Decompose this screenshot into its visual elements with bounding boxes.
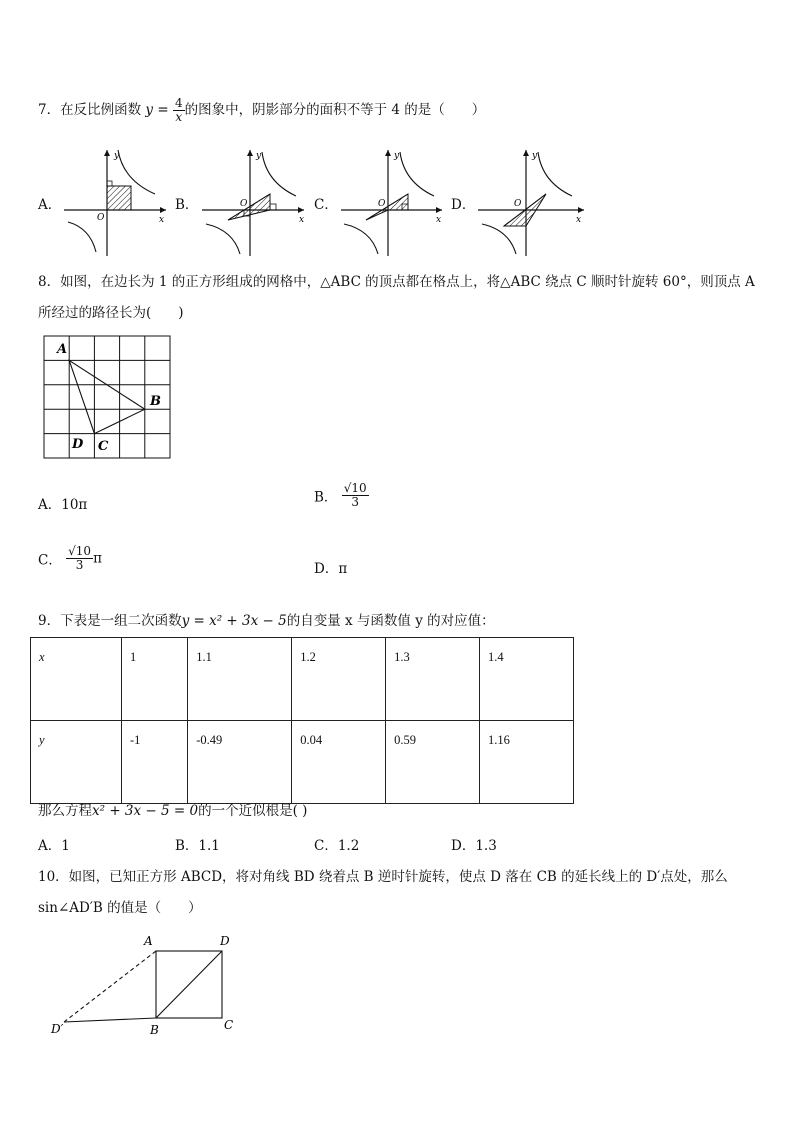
q7-graph-c <box>341 150 442 256</box>
q7-text-a: 在反比例函数 <box>60 102 142 118</box>
q7-fraction: $\frac{4}{x}$ <box>174 96 183 124</box>
table-cell: 1.3 <box>386 638 480 721</box>
q8-stem-line1: 8．如图，在边长为 1 的正方形组成的网格中，△ABC 的顶点都在格点上，将△ABC 绕点 C 顺时针旋转 60°，则顶点 A <box>38 274 755 290</box>
q7-option-a-label: A． <box>38 197 62 213</box>
q8-option-a: A．10π <box>38 497 88 513</box>
q7-c-y-label: y <box>394 151 400 161</box>
q8-option-b: B． $\frac{√10}{3}$ <box>314 481 367 509</box>
q9-equation: x² + 3x − 5 = 0 <box>92 803 199 819</box>
q9-question: 那么方程x² + 3x − 5 = 0的一个近似根是( ) <box>38 803 308 819</box>
q7-a-y-label: y <box>114 151 120 161</box>
q9-option-d: D．1.3 <box>451 838 497 854</box>
q7-c-x-label: x <box>436 215 442 225</box>
q10-label-a: A <box>144 934 153 948</box>
q7-eq: = <box>157 102 169 118</box>
q8-grid-figure <box>40 332 180 462</box>
table-cell: 0.04 <box>292 721 386 804</box>
q7-d-y-label: y <box>532 151 538 161</box>
q7-number: 7． <box>38 102 61 118</box>
q7-option-d-label: D． <box>451 197 476 213</box>
table-row <box>31 638 574 721</box>
q7-option-c-label: C． <box>314 197 338 213</box>
q7-d-x-label: x <box>576 215 582 225</box>
q7-y: y <box>145 102 154 118</box>
q10-diagonal-bd <box>156 951 222 1018</box>
q8-label-d: D <box>72 437 84 452</box>
q7-graph-b <box>202 150 304 256</box>
q10-label-c: C <box>224 1018 234 1032</box>
q7-b-y-label: y <box>256 151 262 161</box>
q9-stem: 9．下表是一组二次函数y = x² + 3x − 5的自变量 x 与函数值 y 的对应值： <box>38 613 495 629</box>
q7-b-x-label: x <box>299 215 305 225</box>
table-cell: 1.16 <box>480 721 574 804</box>
q7-a-origin: O <box>97 213 105 223</box>
q7-text-b: 的图象中，阴影部分的面积不等于 4 的是（ ） <box>184 102 486 118</box>
q7-graph-d <box>478 150 584 256</box>
q8-stem-line2: 所经过的路径长为( ) <box>38 305 184 321</box>
q8-label-a: A <box>57 342 68 357</box>
q7-graph-a <box>64 150 166 256</box>
table-cell: -1 <box>122 721 188 804</box>
q9-x-header: x <box>31 638 122 721</box>
q7-b-origin: O <box>240 199 248 209</box>
q10-label-b: B <box>150 1023 159 1037</box>
q10-label-dprime: D′ <box>51 1022 64 1036</box>
q9-option-c: C．1.2 <box>314 838 360 854</box>
q8-label-b: B <box>150 394 161 409</box>
q9-option-b: B．1.1 <box>175 838 220 854</box>
q10-dashed-adp <box>64 951 156 1022</box>
table-row <box>31 721 574 804</box>
q10-stem-line2: sin∠AD′B 的值是（ ） <box>38 900 202 916</box>
table-cell: -0.49 <box>188 721 292 804</box>
q10-figure <box>40 925 260 1045</box>
table-cell: 1.2 <box>292 638 386 721</box>
table-cell: 1.1 <box>188 638 292 721</box>
q7-c-origin: O <box>378 199 386 209</box>
table-cell: 0.59 <box>386 721 480 804</box>
q10-label-d: D <box>220 934 230 948</box>
q10-stem-line1: 10．如图，已知正方形 ABCD，将对角线 BD 绕着点 B 逆时针旋转，使点 D 落在 CB 的延长线上的 D′点处，那么 <box>38 869 728 885</box>
q9-option-a: A．1 <box>38 838 70 854</box>
q7-option-b-label: B． <box>175 197 199 213</box>
q8-option-d: D．π <box>314 561 348 577</box>
q7-a-x-label: x <box>159 215 165 225</box>
q8-label-c: C <box>98 439 109 454</box>
q8-option-c: C． $\frac{√10}{3}$ π <box>38 544 102 572</box>
q9-value-table <box>30 637 574 804</box>
q9-function: y = x² + 3x − 5 <box>181 613 287 629</box>
q7-graphs <box>0 0 794 260</box>
q8-triangle-abc <box>69 360 145 433</box>
table-cell: 1.4 <box>480 638 574 721</box>
q9-y-header: y <box>31 721 122 804</box>
q10-segment-dpb <box>64 1018 156 1022</box>
q7-d-origin: O <box>514 199 522 209</box>
table-cell: 1 <box>122 638 188 721</box>
